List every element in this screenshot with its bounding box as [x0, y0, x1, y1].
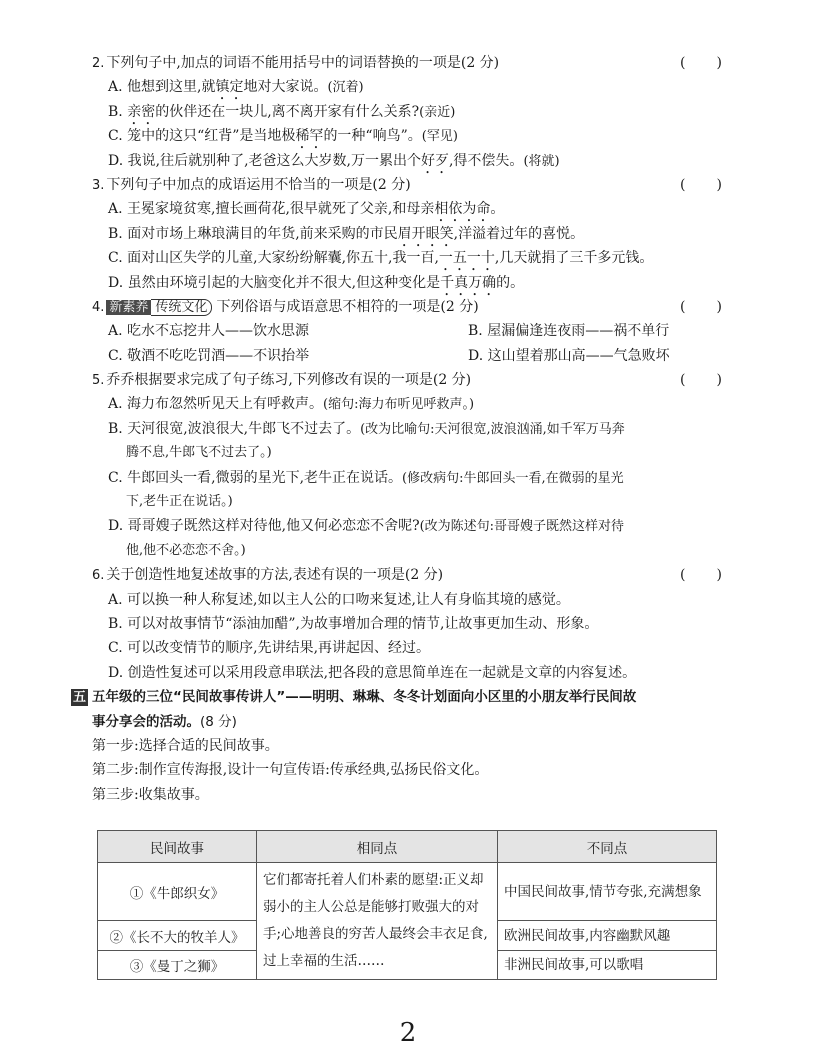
section-stem	[92, 710, 722, 734]
step-text: 第二步:制作宣传海报,设计一句宣传语:传承经典,弘扬民俗文化。	[92, 762, 489, 779]
folk-story-table	[97, 830, 717, 980]
option-text: C. 笼中的这只“红背”是当地极	[108, 128, 296, 145]
option-note: (改为陈述句:哥哥嫂子既然这样对待	[419, 519, 625, 535]
option-note: (将就)	[523, 153, 560, 169]
paren-open: (	[680, 372, 686, 389]
option	[92, 75, 722, 99]
question-number: 5.	[92, 373, 105, 389]
header-same: 相同点	[257, 831, 498, 863]
option-text: D. 我说,往后就别种了,老爸这么大岁数,万一累出个	[108, 152, 421, 169]
exam-content	[72, 51, 722, 807]
question-stem	[92, 295, 722, 319]
story-name: ①《牛郎织女》	[98, 863, 257, 921]
option-row	[92, 319, 722, 343]
option-text: C. 可以改变情节的顺序,先讲结果,再讲起因、经过。	[108, 640, 431, 657]
option	[92, 392, 722, 416]
option: C. 敬酒不吃吃罚酒——不识抬举	[108, 347, 310, 364]
option-note: (改为比喻句:天河很宽,波浪汹涌,如千军万马奔	[360, 421, 625, 437]
option	[92, 514, 722, 538]
table-row	[98, 863, 717, 921]
option	[92, 661, 722, 685]
story-name: ③《曼丁之狮》	[98, 951, 257, 980]
question-text: 乔乔根据要求完成了句子练习,下列修改有误的一项是(2 分)	[106, 372, 472, 389]
option-text: A. 他想到这里,就	[108, 79, 216, 96]
option	[92, 466, 722, 490]
question-stem	[92, 51, 722, 75]
option	[92, 149, 722, 173]
option-text: 的。	[496, 274, 525, 291]
emphasized-word: 一五一十	[438, 250, 495, 267]
option: A. 吃水不忘挖井人——饮水思源	[108, 323, 310, 340]
option: B. 屋漏偏逢连夜雨——祸不单行	[468, 323, 670, 340]
option-note: (亲近)	[419, 104, 456, 120]
question-number: 6.	[92, 568, 105, 584]
option-note: (缩句:海力布听见呼救声。)	[323, 397, 475, 413]
option-text: A. 海力布忽然听见天上有呼救声。	[108, 396, 324, 413]
option-continuation: 他,他不必恋恋不舍。)	[126, 542, 246, 558]
question-number: 3.	[92, 177, 105, 193]
option	[92, 612, 722, 636]
question-number: 4.	[92, 299, 105, 315]
answer-blank[interactable]	[680, 563, 722, 587]
option	[92, 124, 722, 148]
page-number: 2	[399, 1018, 417, 1048]
emphasized-word: 亲密	[127, 103, 156, 120]
paren-close: )	[716, 55, 722, 71]
paren-close: )	[716, 372, 722, 389]
option-text: B.	[108, 103, 128, 120]
section-score: (8 分)	[200, 713, 237, 730]
paren-close: )	[716, 298, 722, 315]
question-number: 2.	[92, 56, 105, 71]
option-note: (罕见)	[421, 129, 458, 145]
paren-open: (	[680, 567, 686, 584]
section-text: 五年级的三位“民间故事传讲人”——明明、琳琳、冬冬计划面向小区里的小朋友举行民间故	[92, 689, 637, 706]
question-text: 下列句子中加点的成语运用不恰当的一项是(2 分)	[106, 176, 411, 193]
answer-blank[interactable]	[680, 51, 722, 75]
question-text: 下列俗语与成语意思不相符的一项是(2 分)	[216, 298, 479, 315]
emphasized-word: 镇定	[215, 79, 244, 96]
option	[92, 222, 722, 246]
step-text: 第三步:收集故事。	[92, 786, 209, 803]
difference-cell: 非洲民间故事,可以歌唱	[498, 951, 717, 980]
answer-blank[interactable]	[680, 173, 722, 197]
emphasized-word: 相依为命	[434, 201, 491, 218]
question-stem	[92, 563, 722, 587]
header-story: 民间故事	[98, 831, 257, 863]
option-note: (沉着)	[327, 80, 364, 96]
option: D. 这山望着那山高——气急败坏	[468, 347, 670, 364]
paren-open: (	[680, 55, 686, 71]
tag-new-literacy: 新素养	[106, 300, 151, 315]
difference-cell: 中国民间故事,情节夸张,充满想象	[498, 863, 717, 921]
option	[92, 197, 722, 221]
paren-close: )	[716, 176, 722, 193]
question-stem	[92, 368, 722, 392]
option	[92, 417, 722, 441]
option-continuation: 腾不息,牛郎飞不过去了。)	[126, 445, 272, 461]
option	[92, 100, 722, 124]
option-text: D. 哥哥嫂子既然这样对待他,他又何必恋恋不舍呢?	[108, 518, 420, 535]
paren-close: )	[716, 567, 722, 584]
question-text: 下列句子中,加点的词语不能用括号中的词语替换的一项是(2 分)	[106, 55, 500, 71]
option	[92, 246, 722, 270]
option	[92, 636, 722, 660]
section-number-badge: 五	[72, 690, 86, 706]
tag-traditional-culture: 传统文化	[151, 299, 212, 316]
emphasized-word: 稀罕	[295, 128, 324, 145]
difference-cell: 欧洲民间故事,内容幽默风趣	[498, 921, 717, 951]
section-text: 事分享会的活动。	[92, 713, 200, 730]
option-text: B. 可以对故事情节“添油加醋”,为故事增加合理的情节,让故事更加生动、形象。	[108, 615, 599, 632]
option-text: C. 面对山区失学的儿童,大家纷纷解囊,你五十,我一百,	[108, 250, 439, 267]
option-text: 的一种“响鸟”。	[323, 128, 422, 145]
answer-blank[interactable]	[680, 368, 722, 392]
table-header-row	[98, 831, 717, 863]
option-text: D. 虽然由环境引起的大脑变化并不很大,但这种变化是	[108, 274, 441, 291]
emphasized-word: 眉开眼笑	[397, 225, 454, 242]
option-text: A. 可以换一种人称复述,如以主人公的口吻来复述,让人有身临其境的感觉。	[108, 591, 570, 608]
option	[92, 271, 722, 295]
option-text: 地对大家说。	[243, 79, 328, 96]
option-text: 的伙伴还在一块儿,离不离开家有什么关系?	[155, 103, 420, 120]
option-text: ,几天就捐了三千多元钱。	[494, 250, 654, 267]
option-text: C. 牛郎回头一看,微弱的星光下,老牛正在说话。	[108, 469, 403, 486]
option	[92, 588, 722, 612]
answer-blank[interactable]	[680, 295, 722, 319]
option-text: 。	[490, 201, 505, 218]
header-diff: 不同点	[498, 831, 717, 863]
emphasized-word: 千真万确	[440, 274, 497, 291]
paren-open: (	[680, 298, 686, 315]
option-text: A. 王冕家境贫寒,擅长画荷花,很早就死了父亲,和母亲	[108, 201, 435, 218]
question-stem	[92, 173, 722, 197]
option-text: D. 创造性复述可以采用段意串联法,把各段的意思简单连在一起就是文章的内容复述。	[108, 664, 637, 681]
paren-open: (	[680, 176, 686, 193]
section-stem	[72, 685, 722, 709]
option-continuation: 下,老牛正在说话。)	[126, 494, 233, 510]
option-note: (修改病句:牛郎回头一看,在微弱的星光	[402, 470, 624, 486]
emphasized-word: 好歹	[420, 152, 449, 169]
similarities-cell: 它们都寄托着人们朴素的愿望:正义却弱小的主人公总是能够打败强大的对手;心地善良的穷苦人最终会丰衣足食,过上幸福的生活……	[257, 863, 498, 980]
option-row	[92, 344, 722, 368]
story-name: ②《长不大的牧羊人》	[98, 921, 257, 951]
option-text: B. 面对市场上琳琅满目的年货,前来采购的市民	[108, 225, 398, 242]
option-text: ,洋溢着过年的喜悦。	[453, 225, 585, 242]
question-text: 关于创造性地复述故事的方法,表述有误的一项是(2 分)	[106, 567, 444, 584]
step-text: 第一步:选择合适的民间故事。	[92, 737, 279, 754]
option-text: B. 天河很宽,波浪很大,牛郎飞不过去了。	[108, 420, 361, 437]
option-text: ,得不偿失。	[448, 152, 524, 169]
